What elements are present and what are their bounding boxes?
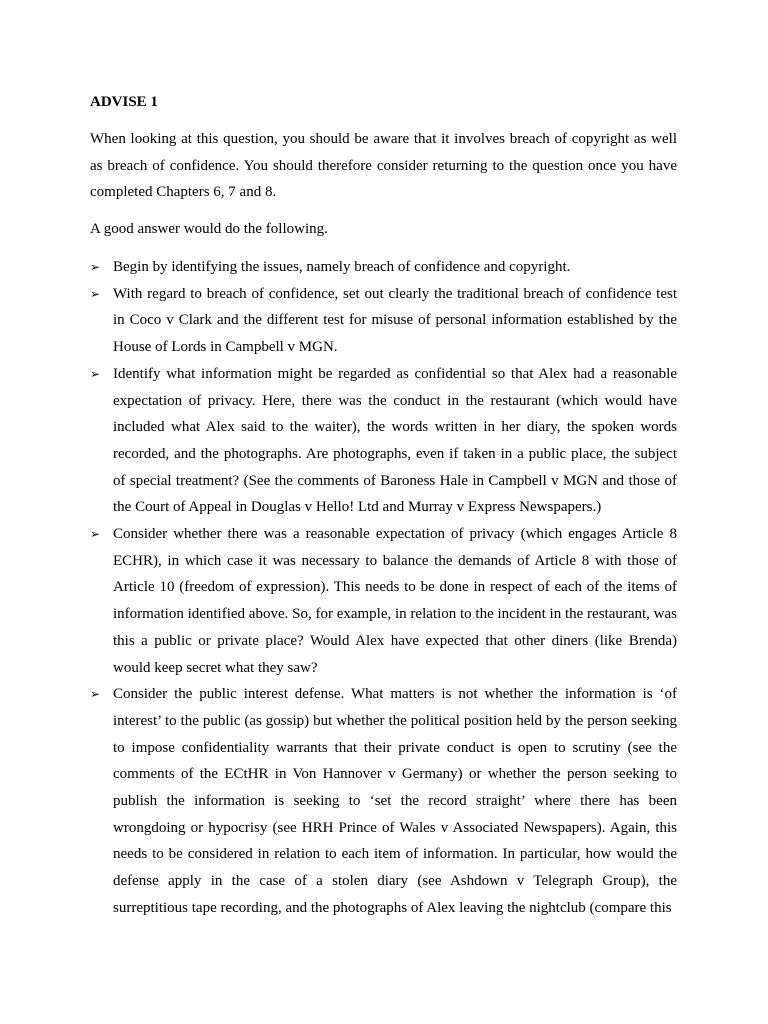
list-item: [90, 681, 677, 921]
intro-paragraph: When looking at this question, you should be aware that it involves breach of copyright as well as breach of confidence. You should therefore consider returning to the question once you have completed Chapters 6, 7 and 8.: [90, 131, 677, 201]
arrow-bullet-icon: ➢: [90, 260, 101, 274]
lead-paragraph: A good answer would do the following.: [90, 221, 328, 237]
list-item: [90, 361, 677, 521]
list-item-text: Consider the public interest defense. What matters is not whether the information is ‘of interest’ to the public (as gossip) but whether the political position held by the person seeking to impose confidentiality warrants that their private conduct is open to scrutiny (see the comments of the ECtHR in Von Hannover v Germany) or whether the person seeking to publish the information is seeking to ‘set the record straight’ where there has been wrongdoing or hypocrisy (see HRH Prince of Wales v Associated Newspapers). Again, this needs to be considered in relation to each item of information. In particular, how would the defense apply in the case of a stolen diary (see Ashdown v Telegraph Group), the surreptitious tape recording, and the photographs of Alex leaving the nightclub (compare this: [113, 686, 677, 916]
arrow-bullet-icon: ➢: [90, 527, 101, 542]
arrow-bullet-icon: ➢: [90, 366, 101, 381]
list-item-text: Consider whether there was a reasonable expectation of privacy (which engages Article 8 ECHR), in which case it was necessary to balance the demands of Article 8 with those of Article 10 (freedom of expression). This needs to be done in respect of each of the items of information identified above. So, for example, in relation to the incident in the restaurant, was this a public or private place? Would Alex have expected that other diners (like Brenda) would keep secret what they saw?: [113, 526, 678, 676]
list-item: [90, 281, 677, 361]
arrow-bullet-icon: ➢: [90, 687, 101, 702]
document-heading: ADVISE 1: [90, 94, 158, 110]
list-item-text: With regard to breach of confidence, set out clearly the traditional breach of confidence test in Coco v Clark and the different test for misuse of personal information established by the House of Lords in Campbell v MGN.: [113, 285, 677, 356]
arrow-bullet-icon: ➢: [90, 286, 101, 301]
list-item-text: Begin by identifying the issues, namely breach of confidence and copyright.: [113, 259, 571, 275]
answer-points-list: [90, 254, 677, 922]
list-item-text: Identify what information might be regarded as confidential so that Alex had a reasonable expectation of privacy. Here, there was the conduct in the restaurant (which would have included what Alex said to the waiter), the words written in her diary, the spoken words recorded, and the photographs. Are photographs, even if taken in a public place, the subject of special treatment? (See the comments of Baroness Hale in Campbell v MGN and those of the Court of Appeal in Douglas v Hello! Ltd and Murray v Express Newspapers.): [113, 365, 677, 516]
list-item: [90, 254, 677, 281]
list-item: [90, 521, 677, 681]
